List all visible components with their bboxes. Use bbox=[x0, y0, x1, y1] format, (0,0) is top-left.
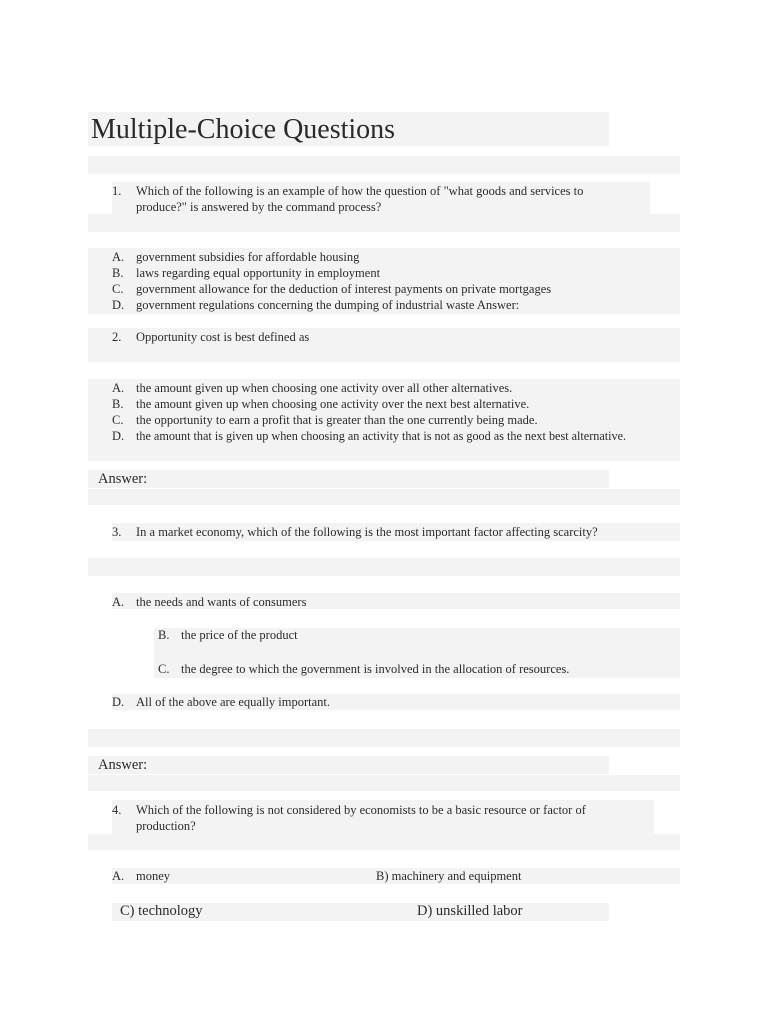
question-number: 3. bbox=[112, 525, 122, 539]
option-text: C) technology bbox=[120, 903, 203, 919]
answer-band bbox=[88, 756, 609, 774]
option-text: government regulations concerning the dumping of industrial waste Answer: bbox=[136, 298, 520, 312]
option-text: government subsidies for affordable housing bbox=[136, 250, 360, 264]
option-letter: B. bbox=[112, 397, 124, 411]
option-letter: B. bbox=[158, 628, 170, 642]
spacer-band bbox=[88, 558, 680, 576]
option-text: laws regarding equal opportunity in employment bbox=[136, 266, 381, 280]
question-text: production? bbox=[136, 819, 196, 833]
option-letter: D. bbox=[112, 429, 125, 443]
option-text: D) unskilled labor bbox=[417, 903, 523, 919]
spacer-band bbox=[88, 489, 680, 505]
question-text: Opportunity cost is best defined as bbox=[136, 330, 310, 344]
option-letter: C. bbox=[158, 662, 170, 676]
answer-label: Answer: bbox=[98, 471, 148, 487]
question-text: Which of the following is an example of how the question of "what goods and services to bbox=[136, 184, 584, 198]
option-text: All of the above are equally important. bbox=[136, 695, 331, 709]
spacer-band bbox=[88, 445, 680, 461]
spacer-band bbox=[88, 214, 680, 232]
option-text: the amount given up when choosing one activity over all other alternatives. bbox=[136, 381, 513, 395]
option-text: government allowance for the deduction of interest payments on private mortgages bbox=[136, 282, 552, 296]
option-text: the needs and wants of consumers bbox=[136, 595, 307, 609]
option-text: the price of the product bbox=[181, 628, 298, 642]
option-letter: A. bbox=[112, 250, 125, 264]
answer-label: Answer: bbox=[98, 757, 148, 773]
question-text: produce?" is answered by the command process? bbox=[136, 200, 382, 214]
option-letter: D. bbox=[112, 298, 125, 312]
option-letter: A. bbox=[112, 595, 125, 609]
question-number: 2. bbox=[112, 330, 122, 344]
spacer-band bbox=[88, 775, 680, 791]
option-text: the degree to which the government is involved in the allocation of resources. bbox=[181, 662, 570, 676]
option-letter: C. bbox=[112, 413, 124, 427]
option-text: the amount that is given up when choosing an activity that is not as good as the next best alternative. bbox=[136, 429, 627, 443]
spacer-band bbox=[88, 729, 680, 747]
answer-band bbox=[88, 470, 609, 488]
option-letter: A. bbox=[112, 869, 125, 883]
option-text: B) machinery and equipment bbox=[376, 869, 522, 883]
option-letter: C. bbox=[112, 282, 124, 296]
option-letter: B. bbox=[112, 266, 124, 280]
question-number: 4. bbox=[112, 803, 122, 817]
option-letter: D. bbox=[112, 695, 125, 709]
spacer-band bbox=[88, 156, 680, 174]
question-number: 1. bbox=[112, 184, 122, 198]
page-title: Multiple-Choice Questions bbox=[91, 114, 396, 145]
option-text: the opportunity to earn a profit that is greater than the one currently being made. bbox=[136, 413, 538, 427]
question-text: In a market economy, which of the following is the most important factor affecting scarcity? bbox=[136, 525, 598, 539]
option-letter: A. bbox=[112, 381, 125, 395]
option-text: the amount given up when choosing one activity over the next best alternative. bbox=[136, 397, 530, 411]
option-text: money bbox=[136, 869, 171, 883]
spacer-band bbox=[88, 834, 680, 850]
question-text: Which of the following is not considered by economists to be a basic resource or factor of bbox=[136, 803, 586, 817]
